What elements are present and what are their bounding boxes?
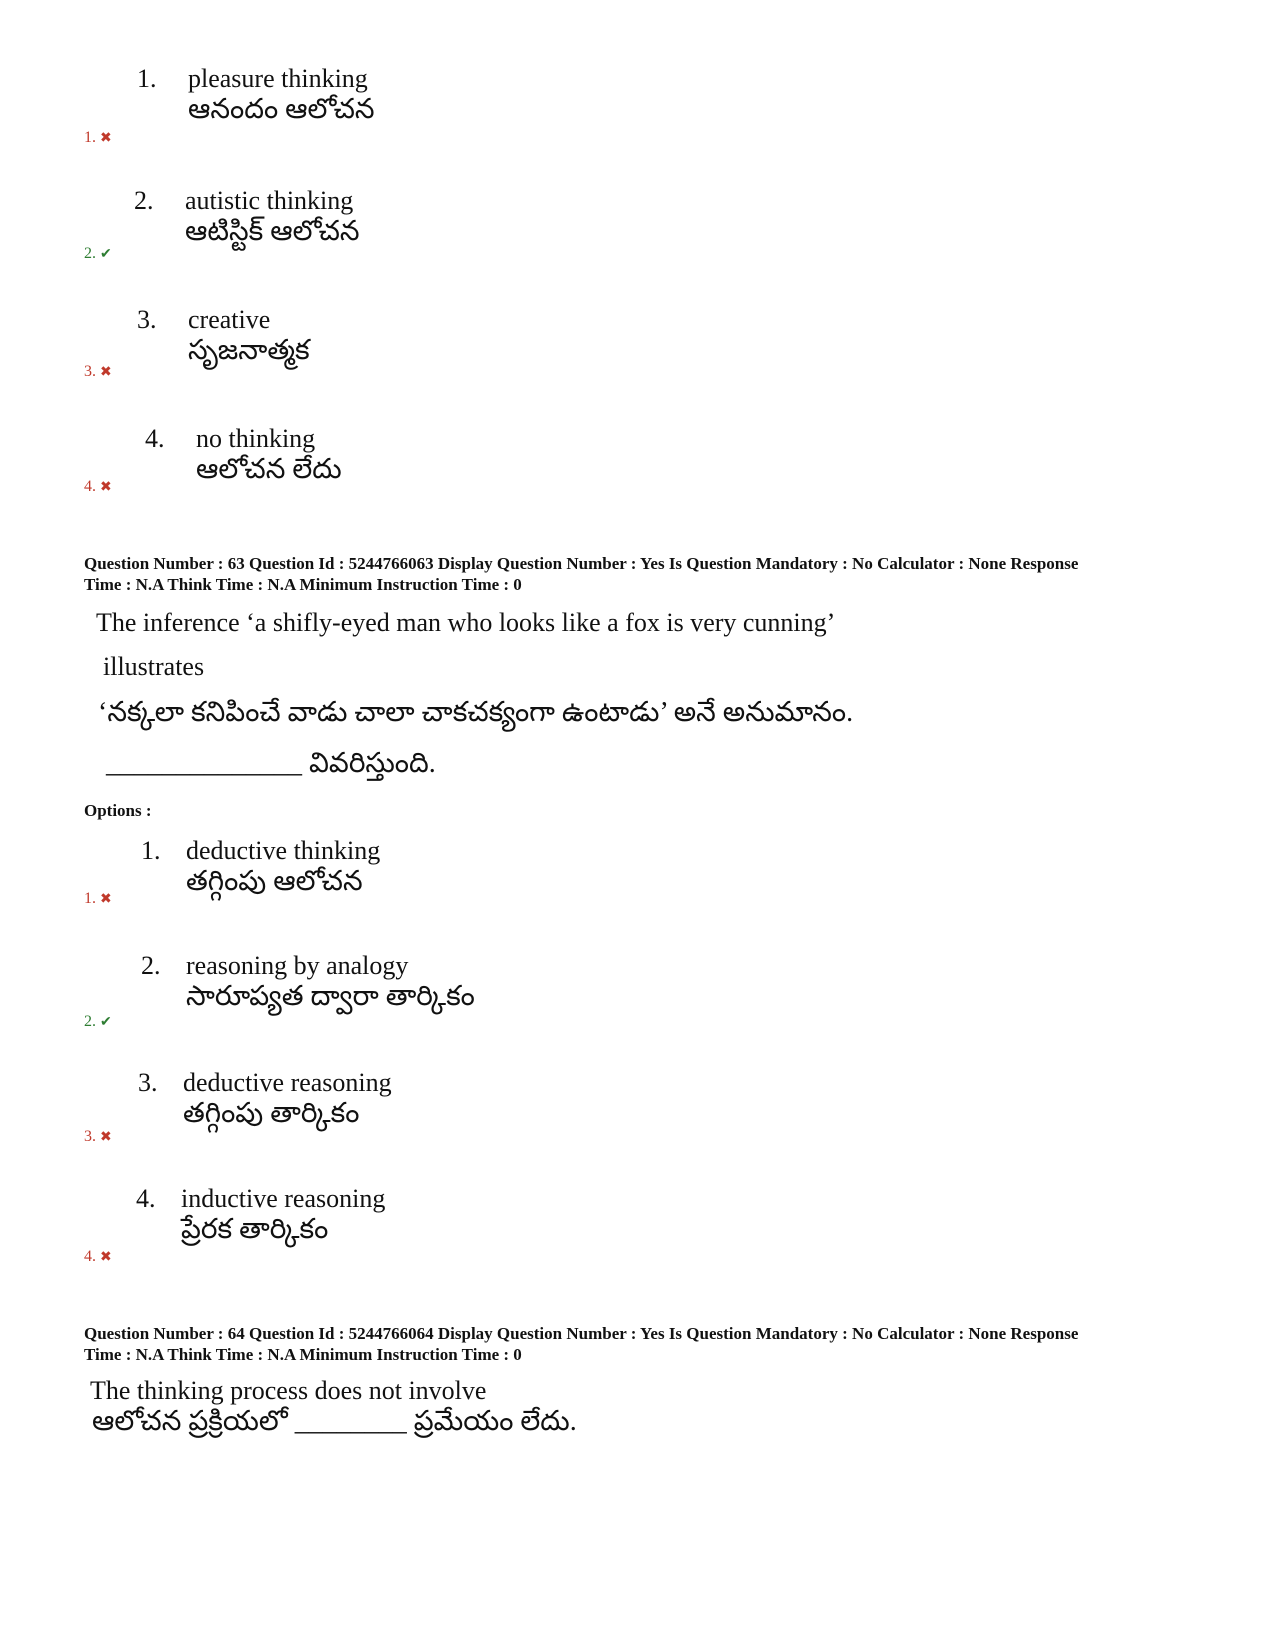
- question-text-te: ______________ వివరిస్తుంది.: [106, 748, 436, 779]
- wrong-icon: ✖: [100, 1250, 112, 1265]
- option-text-te: సారూప్యత ద్వారా తార్కికం: [186, 981, 475, 1012]
- option-marker: 2. ✔: [84, 1013, 112, 1030]
- option-text-en: autistic thinking: [185, 186, 354, 215]
- option-text-en: inductive reasoning: [181, 1184, 386, 1213]
- option-number: 1.: [137, 64, 157, 93]
- question-meta: Question Number : 64 Question Id : 5244766064 Display Question Number : Yes Is Question Mandatory : No Calculator : None Response Time : N.A Think Time : N.A Minimum Instruction Time : 0: [84, 1324, 1079, 1364]
- question-text-en: The thinking process does not involve: [90, 1376, 487, 1405]
- option-text-en: deductive reasoning: [183, 1068, 392, 1097]
- option-text-en: reasoning by analogy: [186, 951, 409, 980]
- option-text-en: deductive thinking: [186, 836, 381, 865]
- option-marker: 4. ✖: [84, 1248, 112, 1265]
- option-number: 2.: [141, 951, 161, 980]
- question-text-en: The inference ‘a shifly-eyed man who looks like a fox is very cunning’: [96, 608, 836, 637]
- options-label: Options :: [84, 801, 152, 820]
- check-icon: ✔: [100, 1015, 112, 1030]
- option-marker: 3. ✖: [84, 1128, 112, 1145]
- option-marker: 2. ✔: [84, 245, 112, 262]
- option-text-en: pleasure thinking: [188, 64, 368, 93]
- wrong-icon: ✖: [100, 1130, 112, 1145]
- wrong-icon: ✖: [100, 365, 112, 380]
- question-meta: Question Number : 63 Question Id : 5244766063 Display Question Number : Yes Is Question Mandatory : No Calculator : None Response Time : N.A Think Time : N.A Minimum Instruction Time : 0: [84, 554, 1079, 594]
- option-text-te: ఆనందం ఆలోచన: [188, 94, 375, 125]
- option-text-te: తగ్గింపు ఆలోచన: [186, 866, 363, 897]
- option-text-en: no thinking: [196, 424, 316, 453]
- option-text-te: సృజనాత్మక: [188, 335, 310, 366]
- option-number: 2.: [134, 186, 154, 215]
- wrong-icon: ✖: [100, 480, 112, 495]
- option-marker: 1. ✖: [84, 890, 112, 907]
- question-text-en: illustrates: [103, 652, 205, 681]
- option-number: 3.: [137, 305, 157, 334]
- option-marker: 4. ✖: [84, 478, 112, 495]
- option-text-te: ఆటిస్టిక్ ఆలోచన: [185, 216, 360, 247]
- question-text-te: ‘నక్కలా కనిపించే వాడు చాలా చాకచక్యంగా ఉంటాడు’ అనే అనుమానం.: [98, 697, 854, 728]
- option-number: 4.: [145, 424, 165, 453]
- wrong-icon: ✖: [100, 131, 112, 146]
- option-number: 1.: [141, 836, 161, 865]
- option-number: 4.: [136, 1184, 156, 1213]
- option-marker: 3. ✖: [84, 363, 112, 380]
- option-text-te: ప్రేరక తార్కికం: [181, 1214, 329, 1245]
- option-text-en: creative: [188, 305, 271, 334]
- option-marker: 1. ✖: [84, 129, 112, 146]
- check-icon: ✔: [100, 247, 112, 262]
- option-text-te: తగ్గింపు తార్కికం: [183, 1098, 360, 1129]
- option-number: 3.: [138, 1068, 158, 1097]
- question-text-te: ఆలోచన ప్రక్రియలో ________ ప్రమేయం లేదు.: [92, 1406, 577, 1437]
- wrong-icon: ✖: [100, 892, 112, 907]
- option-text-te: ఆలోచన లేదు: [196, 454, 342, 485]
